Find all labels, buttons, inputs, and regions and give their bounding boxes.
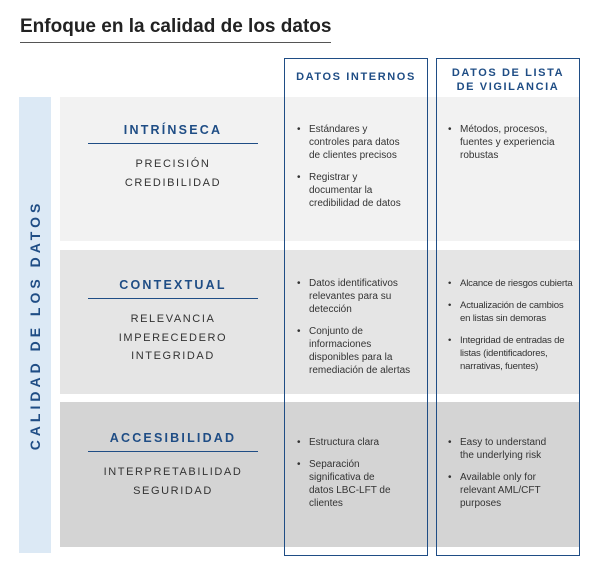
bullet-line: relevantes para su bbox=[309, 291, 392, 302]
bullet-line: • Registrar y bbox=[309, 172, 358, 183]
bullet-line: the underlying risk bbox=[460, 450, 542, 461]
category-intrinsic bbox=[88, 123, 258, 192]
bullet-item bbox=[448, 277, 576, 290]
bullet-item bbox=[448, 334, 576, 373]
attribute-label: INTEGRIDAD bbox=[131, 350, 215, 362]
bullet-item bbox=[297, 123, 427, 162]
bullet-line: • Estándares y bbox=[309, 124, 368, 135]
bullet-line: • Alcance de riesgos cubierta bbox=[460, 278, 573, 289]
bullet-item bbox=[448, 299, 576, 325]
bullet-line: informaciones bbox=[309, 339, 372, 350]
bullet-line: • Integridad de entradas de bbox=[460, 335, 565, 346]
internal-bullets-accessibility bbox=[297, 436, 427, 519]
bullet-line: datos LBC-LFT de bbox=[309, 485, 391, 496]
internal-bullets-intrinsic bbox=[297, 123, 427, 219]
column-header-internal: DATOS INTERNOS bbox=[296, 71, 416, 83]
bullet-line: de clientes precisos bbox=[309, 150, 397, 161]
category-title: CONTEXTUAL bbox=[88, 278, 258, 299]
side-category-bar bbox=[19, 97, 51, 553]
internal-bullets-contextual bbox=[297, 277, 427, 386]
bullet-line: narrativas, fuentes) bbox=[460, 361, 539, 372]
column-header-line: DE VIGILANCIA bbox=[456, 81, 560, 93]
bullet-line: • Datos identificativos bbox=[309, 278, 398, 289]
side-category-label: CALIDAD DE LOS DATOS bbox=[27, 199, 43, 451]
bullet-line: credibilidad de datos bbox=[309, 198, 401, 209]
attribute-label: RELEVANCIA bbox=[130, 313, 216, 325]
category-title: ACCESIBILIDAD bbox=[88, 431, 258, 452]
bullet-item bbox=[297, 436, 427, 449]
bullet-item bbox=[448, 471, 576, 510]
watchlist-bullets-accessibility bbox=[448, 436, 576, 519]
bullet-line: clientes bbox=[309, 498, 343, 509]
category-attributes bbox=[88, 155, 258, 192]
bullet-line: • Separación bbox=[309, 459, 360, 470]
attribute-label: IMPERECEDERO bbox=[118, 331, 228, 344]
bullet-line: purposes bbox=[460, 498, 502, 509]
column-header-watchlist bbox=[436, 66, 580, 94]
watchlist-bullets-intrinsic bbox=[448, 123, 576, 171]
bullet-line: remediación de alertas bbox=[309, 365, 411, 376]
bullet-item bbox=[297, 325, 427, 377]
category-contextual bbox=[88, 278, 258, 366]
bullet-line: • Easy to understand bbox=[460, 437, 547, 448]
attribute-label: INTERPRETABILIDAD bbox=[103, 466, 243, 478]
category-attributes bbox=[88, 310, 258, 366]
bullet-line: • Conjunto de bbox=[309, 326, 363, 337]
bullet-line: en listas sin demoras bbox=[460, 313, 546, 324]
bullet-line: • Estructura clara bbox=[309, 437, 380, 448]
bullet-line: relevant AML/CFT bbox=[460, 485, 541, 496]
bullet-line: documentar la bbox=[309, 185, 373, 196]
bullet-item bbox=[297, 458, 427, 510]
bullet-line: controles para datos bbox=[309, 137, 400, 148]
bullet-item bbox=[297, 277, 427, 316]
category-attributes bbox=[88, 463, 258, 500]
category-title: INTRÍNSECA bbox=[88, 123, 258, 144]
bullet-line: significativa de bbox=[309, 472, 375, 483]
bullet-line: • Actualización de cambios bbox=[460, 300, 564, 311]
bullet-line: detección bbox=[309, 304, 352, 315]
bullet-item bbox=[297, 171, 427, 210]
attribute-label: SEGURIDAD bbox=[133, 484, 213, 497]
column-header-line: DATOS DE LISTA bbox=[451, 67, 565, 79]
bullet-line: disponibles para la bbox=[309, 352, 393, 363]
watchlist-bullets-contextual bbox=[448, 277, 576, 382]
bullet-item bbox=[448, 436, 576, 462]
bullet-line: listas (identificadores, bbox=[460, 348, 548, 359]
attribute-label: PRECISIÓN bbox=[135, 158, 211, 170]
bullet-line: • Métodos, procesos, bbox=[460, 124, 548, 135]
category-accessibility bbox=[88, 431, 258, 500]
attribute-label: CREDIBILIDAD bbox=[124, 176, 222, 189]
bullet-line: robustas bbox=[460, 150, 499, 161]
bullet-line: • Available only for bbox=[460, 472, 536, 483]
bullet-item bbox=[448, 123, 576, 162]
page-title: Enfoque en la calidad de los datos bbox=[20, 16, 331, 43]
bullet-line: fuentes y experiencia bbox=[460, 137, 555, 148]
